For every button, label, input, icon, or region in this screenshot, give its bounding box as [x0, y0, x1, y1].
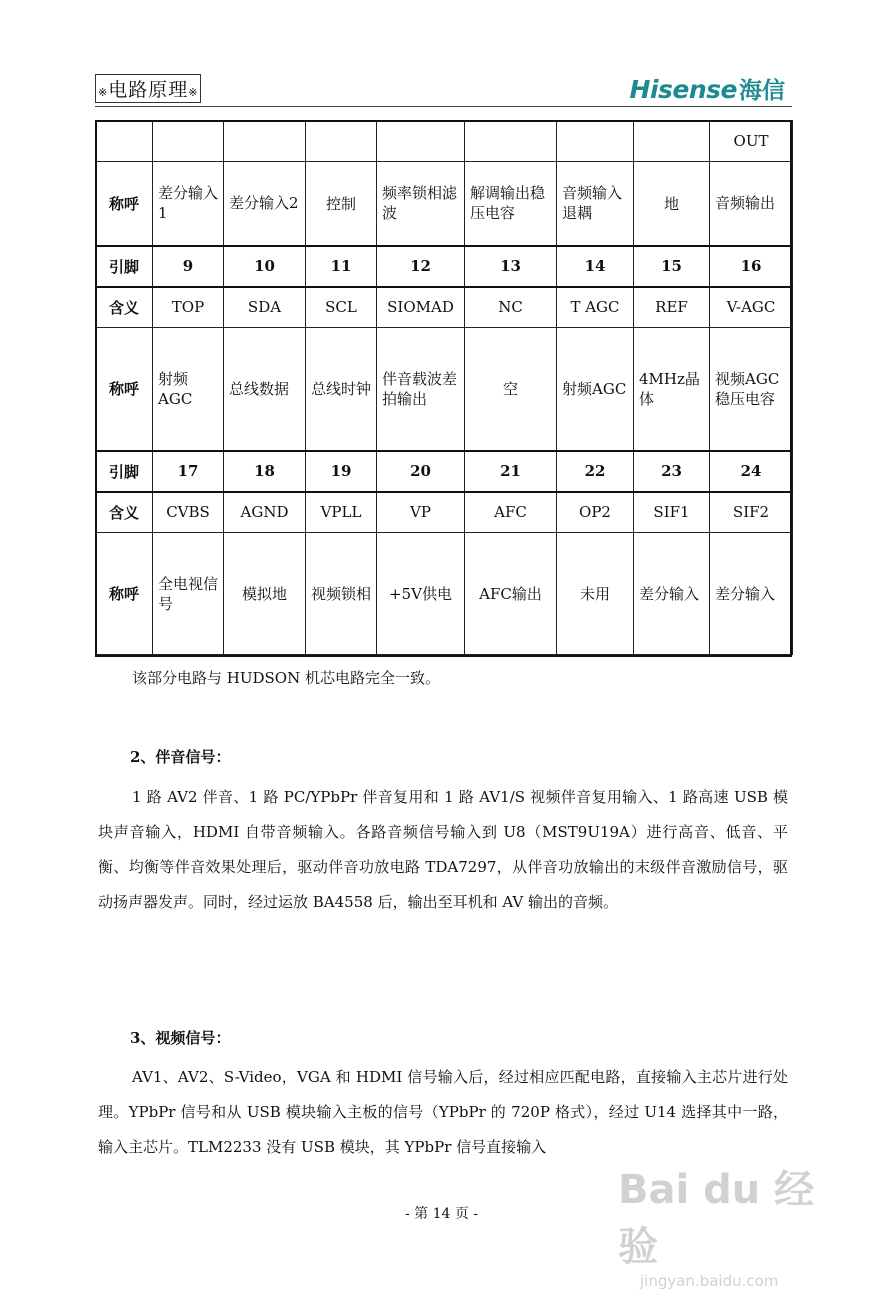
table-cell: 20: [377, 451, 465, 492]
table-cell: 21: [465, 451, 557, 492]
table-cell: 9: [153, 246, 224, 287]
table-cell: 16: [710, 246, 793, 287]
table-row: [96, 121, 793, 162]
table-cell: SIF1: [634, 492, 710, 533]
table-cell: OP2: [557, 492, 634, 533]
table-row: [96, 162, 793, 246]
table-cell: 22: [557, 451, 634, 492]
table-row: [96, 533, 793, 655]
logo-wordmark: Hisense: [629, 75, 737, 104]
table-cell: NC: [465, 287, 557, 328]
section-3-heading: 3、视频信号：: [130, 1029, 231, 1047]
hisense-logo: [630, 72, 785, 105]
table-cell: 解调输出稳压电容: [465, 162, 557, 246]
table-cell: AFC输出: [465, 533, 557, 655]
row-label: 引脚: [96, 451, 153, 492]
table-cell: 17: [153, 451, 224, 492]
section-2-heading: 2、伴音信号：: [130, 748, 231, 766]
table-cell: 12: [377, 246, 465, 287]
table-cell: SIF2: [710, 492, 793, 533]
row-label: 引脚: [96, 246, 153, 287]
table-row: [96, 328, 793, 451]
row-label: 称呼: [96, 328, 153, 451]
table-cell: 音频输出: [710, 162, 793, 246]
table-cell: OUT: [710, 121, 793, 162]
table-cell: 全电视信号: [153, 533, 224, 655]
table-cell: 视频锁相: [306, 533, 377, 655]
table-cell: TOP: [153, 287, 224, 328]
logo-chinese: 海信: [739, 78, 785, 104]
table-cell: 10: [224, 246, 306, 287]
table-cell: V-AGC: [710, 287, 793, 328]
page-header: [95, 72, 785, 106]
table-cell: 射频AGC: [153, 328, 224, 451]
table-cell: 19: [306, 451, 377, 492]
table-cell: AFC: [465, 492, 557, 533]
table-cell: 24: [710, 451, 793, 492]
table-cell: 地: [634, 162, 710, 246]
table-cell: 差分输入: [710, 533, 793, 655]
table-cell: VP: [377, 492, 465, 533]
table-cell: REF: [634, 287, 710, 328]
section-3-paragraph: AV1、AV2、S-Video，VGA 和 HDMI 信号输入后，经过相应匹配电路，直接输入主芯片进行处理。YPbPr 信号和从 USB 模块输入主板的信号（YPbPr 的 720P 格式），经过 U14 选择其中一路，输入主芯片。TLM2233 没有 USB 模块，其 YPbPr 信号直接输入: [98, 1068, 788, 1156]
compatibility-note: 该部分电路与 HUDSON 机芯电路完全一致。: [132, 669, 440, 687]
table-row: [96, 451, 793, 492]
watermark-url: jingyan.baidu.com: [640, 1272, 779, 1290]
table-cell: 模拟地: [224, 533, 306, 655]
table-cell: AGND: [224, 492, 306, 533]
table-cell: 总线数据: [224, 328, 306, 451]
table-cell: 14: [557, 246, 634, 287]
row-label: 称呼: [96, 533, 153, 655]
table-cell: 视频AGC稳压电容: [710, 328, 793, 451]
table-cell: 差分输入2: [224, 162, 306, 246]
row-label: 含义: [96, 287, 153, 328]
document-title: ※电路原理※: [95, 74, 201, 103]
table-cell: 伴音载波差拍输出: [377, 328, 465, 451]
table-cell: 射频AGC: [557, 328, 634, 451]
table-cell: SCL: [306, 287, 377, 328]
table-cell: 频率锁相滤波: [377, 162, 465, 246]
baidu-watermark: [618, 1158, 848, 1290]
row-label: 含义: [96, 492, 153, 533]
table-cell: 差分输入: [634, 533, 710, 655]
table-cell: 总线时钟: [306, 328, 377, 451]
document-title-text: 电路原理: [108, 79, 189, 101]
table-row: [96, 246, 793, 287]
table-row: [96, 287, 793, 328]
table-cell: 控制: [306, 162, 377, 246]
table-cell: 未用: [557, 533, 634, 655]
table-cell: 11: [306, 246, 377, 287]
table-cell: SIOMAD: [377, 287, 465, 328]
row-label: 称呼: [96, 162, 153, 246]
table-cell: 空: [465, 328, 557, 451]
table-cell: 23: [634, 451, 710, 492]
table-cell: +5V供电: [377, 533, 465, 655]
table-cell: SDA: [224, 287, 306, 328]
page-number: - 第 14 页 -: [404, 1206, 479, 1222]
table-cell: 音频输入退耦: [557, 162, 634, 246]
table-row: [96, 492, 793, 533]
table-cell: 4MHz晶体: [634, 328, 710, 451]
table-cell: 13: [465, 246, 557, 287]
section-2-paragraph: 1 路 AV2 伴音、1 路 PC/YPbPr 伴音复用和 1 路 AV1/S 视频伴音复用输入、1 路高速 USB 模块声音输入，HDMI 自带音频输入。各路音频信号输入到 U8（MST9U19A）进行高音、低音、平衡、均衡等伴音效果处理后，驱动伴音功放电路 TDA7297，从伴音功放输出的末级伴音激励信号，驱动扬声器发声。同时，经过运放 BA4558 后，输出至耳机和 AV 输出的音频。: [98, 788, 788, 911]
table-cell: CVBS: [153, 492, 224, 533]
table-cell: 差分输入1: [153, 162, 224, 246]
pin-table: [95, 120, 793, 655]
header-divider: [95, 106, 792, 107]
table-cell: 18: [224, 451, 306, 492]
watermark-logo: Bai du 经验: [618, 1167, 815, 1270]
table-cell: T AGC: [557, 287, 634, 328]
table-cell: 15: [634, 246, 710, 287]
table-cell: VPLL: [306, 492, 377, 533]
